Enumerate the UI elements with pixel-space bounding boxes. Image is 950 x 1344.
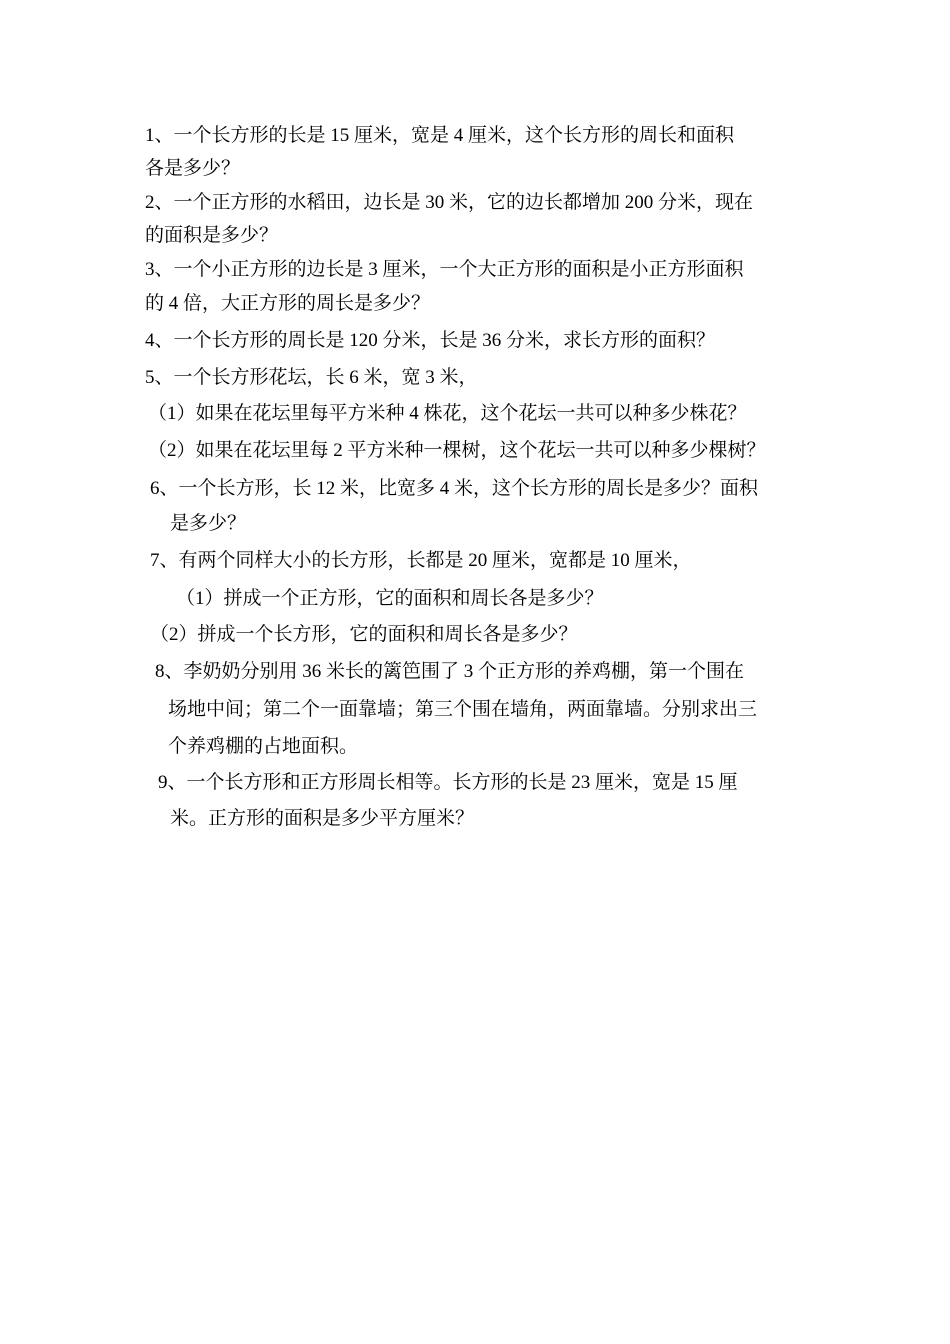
question-4-line-1: 4、一个长方形的周长是 120 分米，长是 36 分米，求长方形的面积？ bbox=[145, 330, 716, 351]
question-7-sub-1: （1）拼成一个正方形，它的面积和周长各是多少？ bbox=[176, 588, 604, 609]
question-5-sub-1: （1）如果在花坛里每平方米种 4 株花，这个花坛一共可以种多少株花？ bbox=[148, 403, 747, 424]
question-5-sub-2: （2）如果在花坛里每 2 平方米种一棵树，这个花坛一共可以种多少棵树？ bbox=[148, 440, 766, 461]
question-2-line-2: 的面积是多少？ bbox=[145, 225, 279, 246]
question-7-sub-2: （2）拼成一个长方形，它的面积和周长各是多少？ bbox=[150, 624, 578, 645]
question-6-line-2: 是多少？ bbox=[170, 513, 247, 534]
question-3-line-2: 的 4 倍，大正方形的周长是多少？ bbox=[145, 293, 431, 314]
question-1-line-1: 1、一个长方形的长是 15 厘米，宽是 4 厘米，这个长方形的周长和面积 bbox=[145, 125, 735, 146]
question-9-line-2: 米。正方形的面积是多少平方厘米？ bbox=[170, 808, 475, 829]
question-1-line-2: 各是多少？ bbox=[145, 158, 241, 179]
question-7-line-1: 7、有两个同样大小的长方形，长都是 20 厘米，宽都是 10 厘米， bbox=[150, 550, 692, 571]
question-5-line-1: 5、一个长方形花坛，长 6 米，宽 3 米， bbox=[145, 367, 478, 388]
question-3-line-1: 3、一个小正方形的边长是 3 厘米，一个大正方形的面积是小正方形面积 bbox=[145, 259, 744, 280]
question-6-line-1: 6、一个长方形，长 12 米，比宽多 4 米，这个长方形的周长是多少？面积 bbox=[150, 478, 759, 499]
question-2-line-1: 2、一个正方形的水稻田，边长是 30 米，它的边长都增加 200 分米，现在 bbox=[145, 192, 754, 213]
question-8-line-3: 个养鸡棚的占地面积。 bbox=[168, 736, 359, 757]
question-8-line-1: 8、李奶奶分别用 36 米长的篱笆围了 3 个正方形的养鸡棚，第一个围在 bbox=[155, 661, 745, 682]
question-9-line-1: 9、一个长方形和正方形周长相等。长方形的长是 23 厘米，宽是 15 厘 bbox=[158, 772, 738, 793]
question-8-line-2: 场地中间；第二个一面靠墙；第三个围在墙角，两面靠墙。分别求出三 bbox=[168, 699, 758, 720]
